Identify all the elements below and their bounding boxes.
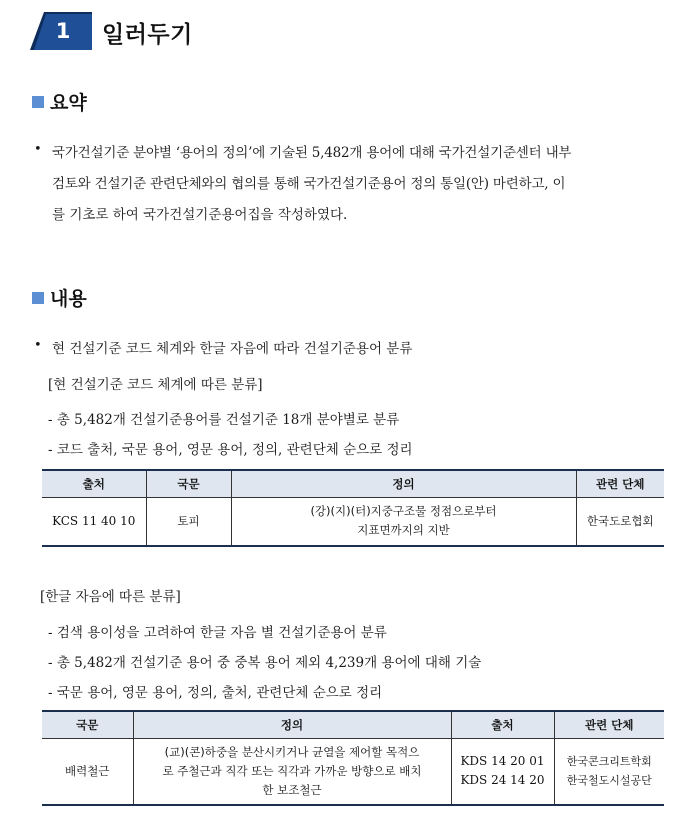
source-code: KDS 24 14 20 bbox=[460, 773, 545, 788]
table-header-row bbox=[42, 711, 664, 739]
table-row bbox=[42, 498, 664, 546]
table-row bbox=[42, 739, 664, 805]
org-name: 한국철도시설공단 bbox=[566, 774, 652, 788]
chapter-badge bbox=[30, 12, 92, 50]
chapter-number: 1 bbox=[55, 19, 71, 43]
definition-line: (강)(지)(터)지중구조물 정점으로부터 bbox=[310, 504, 497, 519]
definition-line: 로 주철근과 직각 또는 직각과 가까운 방향으로 배치 bbox=[162, 763, 422, 778]
source-code: KDS 14 20 01 bbox=[460, 754, 545, 769]
chapter-title: 일러두기 bbox=[102, 22, 193, 48]
header-term: 국문 bbox=[146, 470, 231, 498]
cell-orgs bbox=[554, 739, 664, 805]
header-definition: 정의 bbox=[133, 711, 451, 739]
hangul-section-title: [한글 자음에 따른 분류] bbox=[40, 589, 181, 605]
square-bullet-icon bbox=[32, 292, 44, 304]
cell-source: KCS 11 40 10 bbox=[42, 498, 146, 546]
cell-definition bbox=[133, 739, 451, 805]
code-section-title: [현 건설기준 코드 체계에 따른 분류] bbox=[48, 377, 263, 393]
summary-bullet: • bbox=[34, 142, 42, 157]
summary-heading bbox=[32, 88, 87, 115]
code-table bbox=[42, 469, 664, 547]
header-source: 출처 bbox=[42, 470, 146, 498]
definition-line: 지표면까지의 지반 bbox=[357, 523, 450, 538]
square-bullet-icon bbox=[32, 96, 44, 108]
header-org: 관련 단체 bbox=[554, 711, 664, 739]
hangul-item-1: - 검색 용이성을 고려하여 한글 자음 별 건설기준용어 분류 bbox=[48, 625, 387, 641]
definition-line: 한 보조철근 bbox=[262, 782, 322, 797]
cell-sources bbox=[451, 739, 554, 805]
table-header-row bbox=[42, 470, 664, 498]
hangul-table bbox=[42, 710, 664, 806]
cell-org: 한국도로협회 bbox=[576, 498, 664, 546]
summary-heading-label: 요약 bbox=[50, 92, 87, 114]
hangul-item-2: - 총 5,482개 건설기준 용어 중 중복 용어 제외 4,239개 용어에 대해 기술 bbox=[48, 655, 482, 671]
code-item-2: - 코드 출처, 국문 용어, 영문 용어, 정의, 관련단체 순으로 정리 bbox=[48, 442, 413, 458]
org-name: 한국콘크리트학회 bbox=[566, 755, 652, 769]
cell-term: 토피 bbox=[146, 498, 231, 546]
content-intro: 현 건설기준 코드 체계와 한글 자음에 따라 건설기준용어 분류 bbox=[52, 341, 413, 357]
definition-line: (교)(콘)하중을 분산시키거나 균열을 제어할 목적으 bbox=[164, 744, 420, 759]
header-source: 출처 bbox=[451, 711, 554, 739]
content-heading bbox=[32, 284, 87, 311]
content-bullet: • bbox=[34, 338, 42, 353]
summary-line-2: 검토와 건설기준 관련단체와의 협의를 통해 국가건설기준용어 정의 통일(안) 마련하고, 이 bbox=[52, 176, 566, 192]
code-item-1: - 총 5,482개 건설기준용어를 건설기준 18개 분야별로 분류 bbox=[48, 412, 400, 428]
cell-definition bbox=[231, 498, 576, 546]
header-term: 국문 bbox=[42, 711, 133, 739]
summary-line-1: 국가건설기준 분야별 ‘용어의 정의’에 기술된 5,482개 용어에 대해 국가건설기준센터 내부 bbox=[52, 145, 572, 161]
summary-line-3: 를 기초로 하여 국가건설기준용어집을 작성하였다. bbox=[52, 207, 348, 223]
content-heading-label: 내용 bbox=[50, 288, 87, 310]
header-definition: 정의 bbox=[231, 470, 576, 498]
header-org: 관련 단체 bbox=[576, 470, 664, 498]
cell-term: 배력철근 bbox=[42, 739, 133, 805]
hangul-item-3: - 국문 용어, 영문 용어, 정의, 출처, 관련단체 순으로 정리 bbox=[48, 685, 383, 701]
